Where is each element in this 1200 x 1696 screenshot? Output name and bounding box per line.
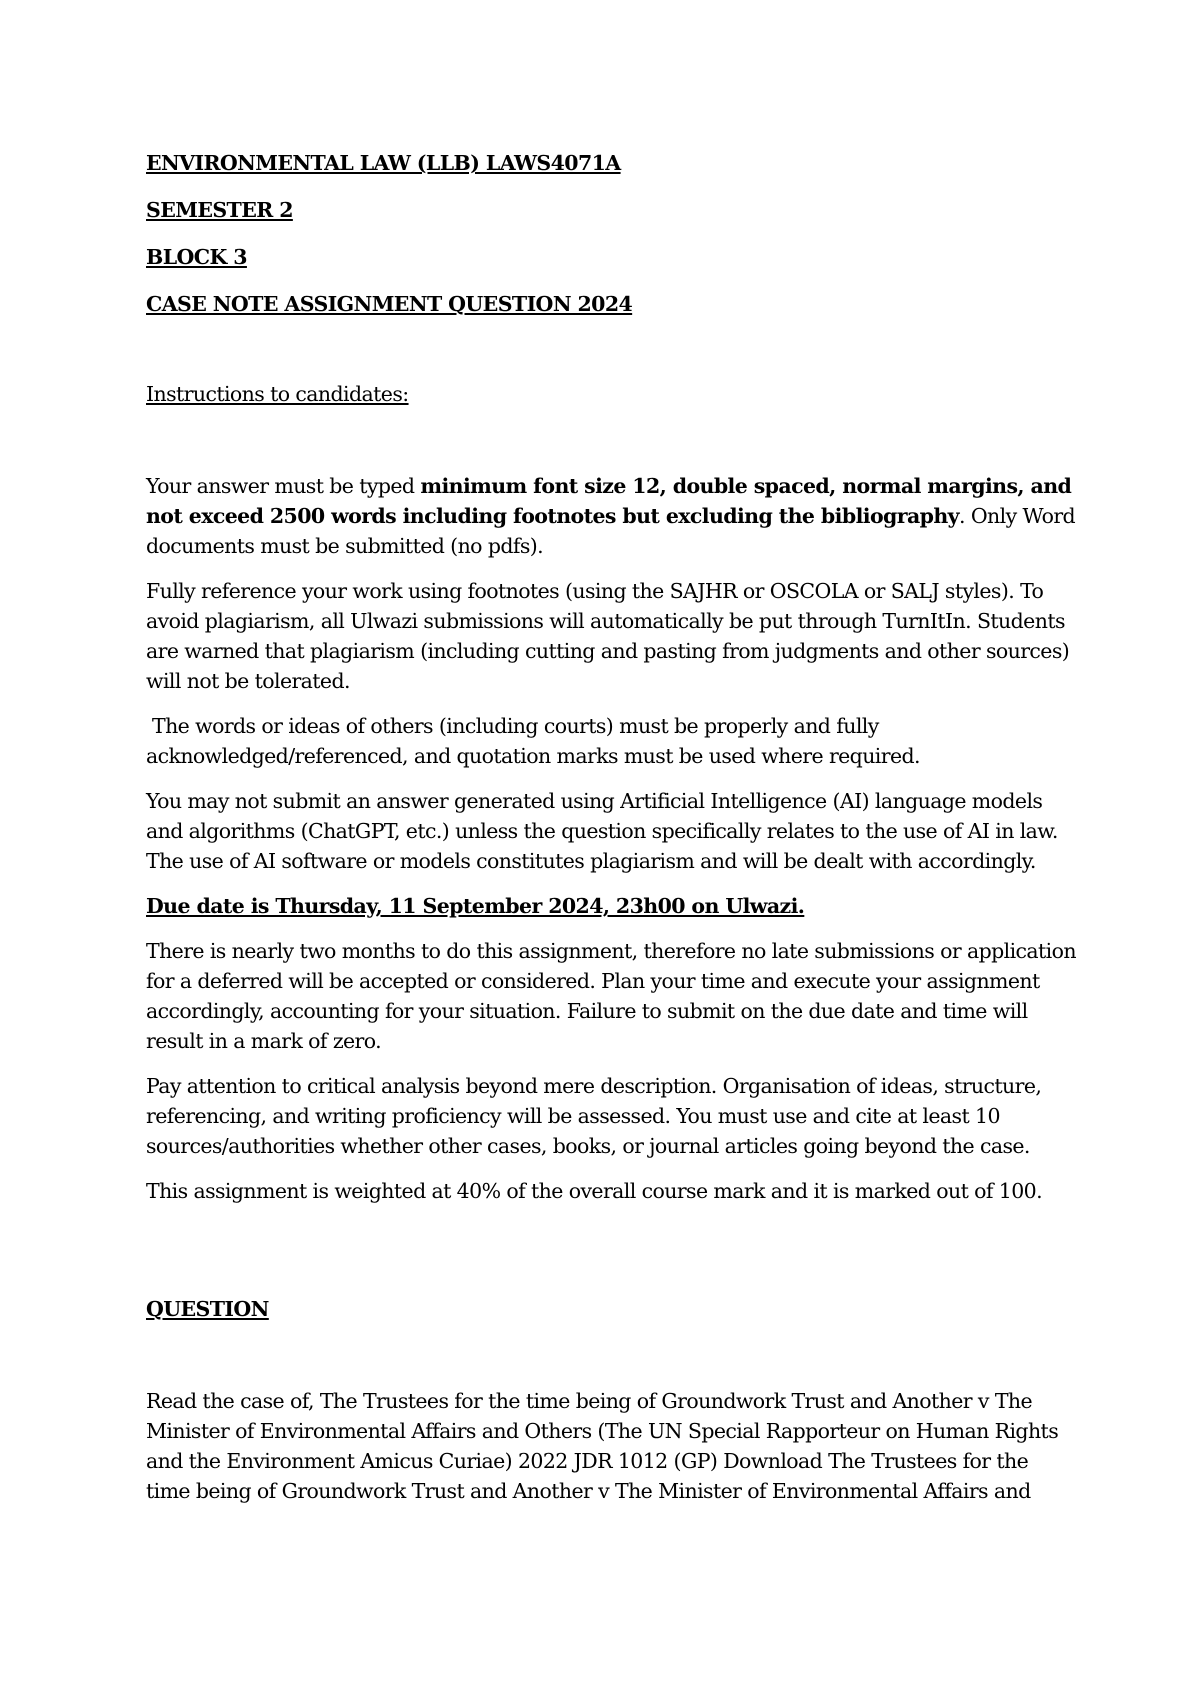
case-paragraph: Read the case of, The Trustees for the time being of Groundwork Trust and Another v The Minister of Environmental Affairs and Others (The UN Special Rapporteur on Human Rights and the Environment Amicus Curiae) 2022 JDR 1012 (GP) Download The Trustees for the time being of Groundwork Trust and Another v The Minister of Environmental Affairs and xyxy=(146,1389,1059,1503)
referencing-paragraph: Fully reference your work using footnotes (using the SAJHR or OSCOLA or SALJ styles). To avoid plagiarism, all Ulwazi submissions will automatically be put through TurnItIn. Students are warned that plagiarism (including cutting and pasting from judgments and other sources) will not be tolerated. xyxy=(146,579,1070,693)
formatting-requirements-bold: minimum font size 12, double spaced, normal margins, and not exceed 2500 words including footnotes but excluding the bibliography xyxy=(146,474,1072,528)
formatting-text-start: Your answer must be typed xyxy=(146,474,421,498)
formatting-instructions xyxy=(146,471,1076,561)
late-submission-paragraph: There is nearly two months to do this assignment, therefore no late submissions or application for a deferred will be accepted or considered. Plan your time and execute your assignment accordingly, accounting for your situation. Failure to submit on the due date and time will result in a mark of zero. xyxy=(146,939,1076,1053)
document-body xyxy=(146,148,1076,1521)
due-date: Due date is Thursday, 11 September 2024, 23h00 on Ulwazi. xyxy=(146,894,805,918)
formatting-text-end: . Only Word documents must be submitted (no pdfs). xyxy=(146,504,1076,558)
acknowledgement-paragraph xyxy=(146,711,1076,771)
block-heading: BLOCK 3 xyxy=(146,245,247,269)
semester-heading: SEMESTER 2 xyxy=(146,198,293,222)
instructions-label: Instructions to candidates: xyxy=(146,382,409,406)
acknowledgement-text: The words or ideas of others (including courts) must be properly and fully acknowledged/referenced, and quotation marks must be used where required. xyxy=(146,714,920,768)
ai-policy-paragraph: You may not submit an answer generated using Artificial Intelligence (AI) language models and algorithms (ChatGPT, etc.) unless the question specifically relates to the use of AI in law. The use of AI software or models constitutes plagiarism and will be dealt with accordingly. xyxy=(146,789,1058,873)
assessment-criteria-paragraph: Pay attention to critical analysis beyond mere description. Organisation of ideas, structure, referencing, and writing proficiency will be assessed. You must use and cite at least 10 sources/authorities whether other cases, books, or journal articles going beyond the case. xyxy=(146,1074,1042,1158)
assignment-heading: CASE NOTE ASSIGNMENT QUESTION 2024 xyxy=(146,292,633,316)
weighting-paragraph: This assignment is weighted at 40% of the overall course mark and it is marked out of 100. xyxy=(146,1179,1043,1203)
course-title: ENVIRONMENTAL LAW (LLB) LAWS4071A xyxy=(146,151,621,175)
question-heading: QUESTION xyxy=(146,1297,269,1321)
